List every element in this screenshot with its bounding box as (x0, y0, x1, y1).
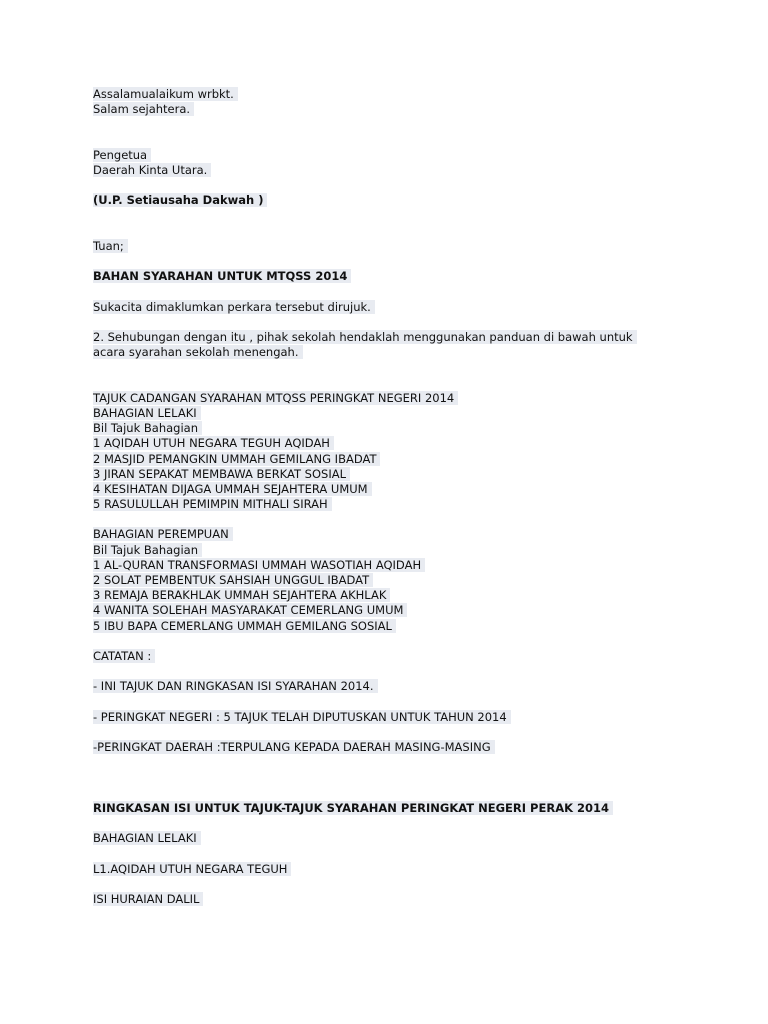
recipient-text: Pengetua (93, 148, 151, 162)
summary-section: BAHAGIAN LELAKI (93, 831, 201, 845)
recipient-line (93, 148, 713, 163)
spacer (93, 755, 713, 785)
male-heading: BAHAGIAN LELAKI (93, 406, 201, 420)
list-item (93, 482, 713, 497)
recipient-text: Daerah Kinta Utara. (93, 163, 211, 177)
note-line (93, 710, 713, 725)
spacer (93, 877, 713, 892)
columns-line (93, 543, 713, 558)
spacer (93, 254, 713, 269)
spacer (93, 284, 713, 299)
spacer (93, 846, 713, 861)
note-text: - INI TAJUK DAN RINGKASAN ISI SYARAHAN 2014. (93, 679, 378, 693)
list-title-line (93, 391, 713, 406)
female-topic: 1 AL-QURAN TRANSFORMASI UMMAH WASOTIAH AQIDAH (93, 558, 425, 572)
attention-text: (U.P. Setiausaha Dakwah ) (93, 193, 267, 207)
female-columns: Bil Tajuk Bahagian (93, 543, 202, 557)
spacer (93, 117, 713, 147)
list-item (93, 452, 713, 467)
female-topic: 4 WANITA SOLEHAH MASYARAKAT CEMERLANG UMUM (93, 603, 407, 617)
subject-text: BAHAN SYARAHAN UNTUK MTQSS 2014 (93, 269, 351, 283)
document-page (93, 87, 713, 907)
section-heading-line (93, 406, 713, 421)
list-item (93, 497, 713, 512)
list-item (93, 588, 713, 603)
paragraph-line (93, 345, 713, 360)
greeting-text: Assalamualaikum wrbkt. (93, 87, 238, 101)
male-topic: 3 JIRAN SEPAKAT MEMBAWA BERKAT SOSIAL (93, 467, 350, 481)
note-line (93, 679, 713, 694)
male-columns: Bil Tajuk Bahagian (93, 421, 202, 435)
spacer (93, 634, 713, 649)
female-heading: BAHAGIAN PEREMPUAN (93, 527, 233, 541)
list-item (93, 573, 713, 588)
note-text: -PERINGKAT DAERAH :TERPULANG KEPADA DAERAH MASING-MASING (93, 740, 495, 754)
notes-heading: CATATAN : (93, 649, 155, 663)
greeting-line (93, 102, 713, 117)
section-heading-line (93, 527, 713, 542)
greeting-line (93, 87, 713, 102)
paragraph-line (93, 300, 713, 315)
summary-sub: ISI HURAIAN DALIL (93, 892, 203, 906)
paragraph-text: 2. Sehubungan dengan itu , pihak sekolah hendaklah menggunakan panduan di bawah untuk (93, 330, 637, 344)
summary-sub-line (93, 892, 713, 907)
spacer (93, 816, 713, 831)
male-topic: 2 MASJID PEMANGKIN UMMAH GEMILANG IBADAT (93, 452, 380, 466)
spacer (93, 695, 713, 710)
greeting-text: Salam sejahtera. (93, 102, 194, 116)
summary-section-line (93, 831, 713, 846)
note-text: - PERINGKAT NEGERI : 5 TAJUK TELAH DIPUTUSKAN UNTUK TAHUN 2014 (93, 710, 511, 724)
paragraph-line (93, 330, 713, 345)
spacer (93, 786, 713, 801)
male-topic: 1 AQIDAH UTUH NEGARA TEGUH AQIDAH (93, 436, 334, 450)
list-item (93, 558, 713, 573)
columns-line (93, 421, 713, 436)
list-item (93, 467, 713, 482)
spacer (93, 315, 713, 330)
female-topic: 5 IBU BAPA CEMERLANG UMMAH GEMILANG SOSIAL (93, 619, 396, 633)
summary-topic: L1.AQIDAH UTUH NEGARA TEGUH (93, 862, 291, 876)
subject-line (93, 269, 713, 284)
list-item (93, 619, 713, 634)
spacer (93, 725, 713, 740)
male-topic: 4 KESIHATAN DIJAGA UMMAH SEJAHTERA UMUM (93, 482, 372, 496)
list-title: TAJUK CADANGAN SYARAHAN MTQSS PERINGKAT NEGERI 2014 (93, 391, 458, 405)
summary-heading-line (93, 801, 713, 816)
attention-line (93, 193, 713, 208)
list-item (93, 603, 713, 618)
paragraph-text: Sukacita dimaklumkan perkara tersebut dirujuk. (93, 300, 375, 314)
male-topic: 5 RASULULLAH PEMIMPIN MITHALI SIRAH (93, 497, 332, 511)
summary-heading: RINGKASAN ISI UNTUK TAJUK-TAJUK SYARAHAN PERINGKAT NEGERI PERAK 2014 (93, 801, 613, 815)
paragraph-text: acara syarahan sekolah menengah. (93, 345, 303, 359)
salutation-text: Tuan; (93, 239, 128, 253)
salutation-line (93, 239, 713, 254)
spacer (93, 512, 713, 527)
spacer (93, 664, 713, 679)
female-topic: 3 REMAJA BERAKHLAK UMMAH SEJAHTERA AKHLAK (93, 588, 390, 602)
spacer (93, 178, 713, 193)
note-line (93, 740, 713, 755)
recipient-line (93, 163, 713, 178)
female-topic: 2 SOLAT PEMBENTUK SAHSIAH UNGGUL IBADAT (93, 573, 373, 587)
summary-topic-line (93, 862, 713, 877)
spacer (93, 209, 713, 239)
notes-heading-line (93, 649, 713, 664)
list-item (93, 436, 713, 451)
spacer (93, 360, 713, 390)
